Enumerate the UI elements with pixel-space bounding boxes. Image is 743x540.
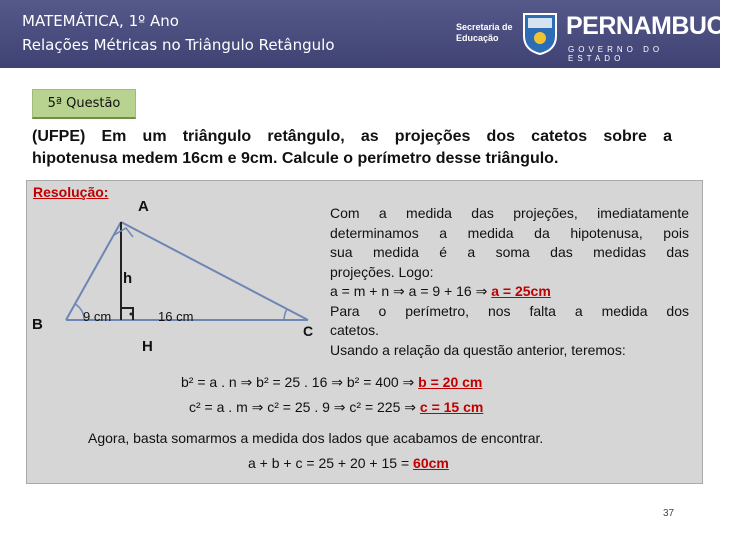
brand-subtitle: GOVERNO DO ESTADO	[568, 45, 664, 63]
perimeter-result: 60cm	[413, 455, 449, 471]
vertex-c-label: C	[303, 323, 314, 339]
equation-b-result: b = 20 cm	[418, 374, 483, 390]
hypotenuse-result: a = 25cm	[491, 283, 551, 299]
hypotenuse-equation-text: a = m + n ⇒ a = 9 + 16 ⇒	[330, 283, 492, 299]
angle-c-arc-icon	[284, 309, 287, 320]
conclusion-text: Agora, basta somarmos a medida dos lados que acabamos de encontrar.	[88, 430, 544, 446]
course-title: MATEMÁTICA, 1º Ano	[22, 12, 179, 30]
paragraph-line: determinamos a medida da hipotenusa, pois	[330, 224, 689, 241]
paragraph-line: Para o perímetro, nos falta a medida dos	[330, 302, 689, 319]
problem-line-2: hipotenusa medem 16cm e 9cm. Calcule o perímetro desse triângulo.	[32, 150, 559, 167]
perimeter-sum	[248, 455, 449, 471]
segment-bh-label: 9 cm	[83, 309, 112, 324]
lesson-title: Relações Métricas no Triângulo Retângulo	[22, 36, 335, 54]
equation-b	[181, 374, 482, 391]
hypotenuse-equation	[330, 282, 689, 302]
state-seal-icon	[520, 10, 560, 56]
foot-h-label: H	[142, 338, 153, 355]
question-badge: 5ª Questão	[32, 89, 136, 119]
perimeter-sum-text: a + b + c = 25 + 20 + 15 =	[248, 455, 414, 471]
triangle-diagram	[26, 180, 346, 380]
paragraph-line: sua medida é a soma das medidas das	[330, 244, 689, 260]
paragraph-line: Usando a relação da questão anterior, teremos:	[330, 341, 626, 358]
equation-c-text: c² = a . m ⇒ c² = 25 . 9 ⇒ c² = 225 ⇒	[189, 399, 420, 415]
header-bar	[0, 0, 743, 68]
vertex-b-label: B	[32, 316, 43, 333]
page-number: 37	[663, 508, 675, 519]
segment-hc-label: 16 cm	[158, 309, 194, 324]
problem-line-1: (UFPE) Em um triângulo retângulo, as projeções dos catetos sobre a	[32, 128, 672, 145]
paragraph-line: catetos.	[330, 322, 380, 338]
brand-logo: PERNAMBUCO	[566, 12, 743, 40]
height-h-label: h	[123, 270, 133, 287]
side-ab	[66, 222, 121, 320]
equation-b-text: b² = a . n ⇒ b² = 25 . 16 ⇒ b² = 400 ⇒	[181, 374, 419, 390]
equation-c-result: c = 15 cm	[419, 399, 484, 415]
paragraph-line: Com a medida das projeções, imediatamente	[330, 205, 689, 221]
triangle-drawing	[26, 180, 346, 380]
resolucao-label: Resolução:	[33, 184, 109, 200]
paragraph-line: projeções. Logo:	[330, 263, 434, 280]
vertex-a-label: A	[138, 198, 149, 215]
side-ac	[121, 222, 308, 320]
right-angle-dot-icon	[130, 313, 133, 316]
secretaria-label: Secretaria de Educação	[456, 22, 513, 43]
equation-c	[189, 399, 483, 416]
explanation-paragraph	[330, 204, 689, 360]
